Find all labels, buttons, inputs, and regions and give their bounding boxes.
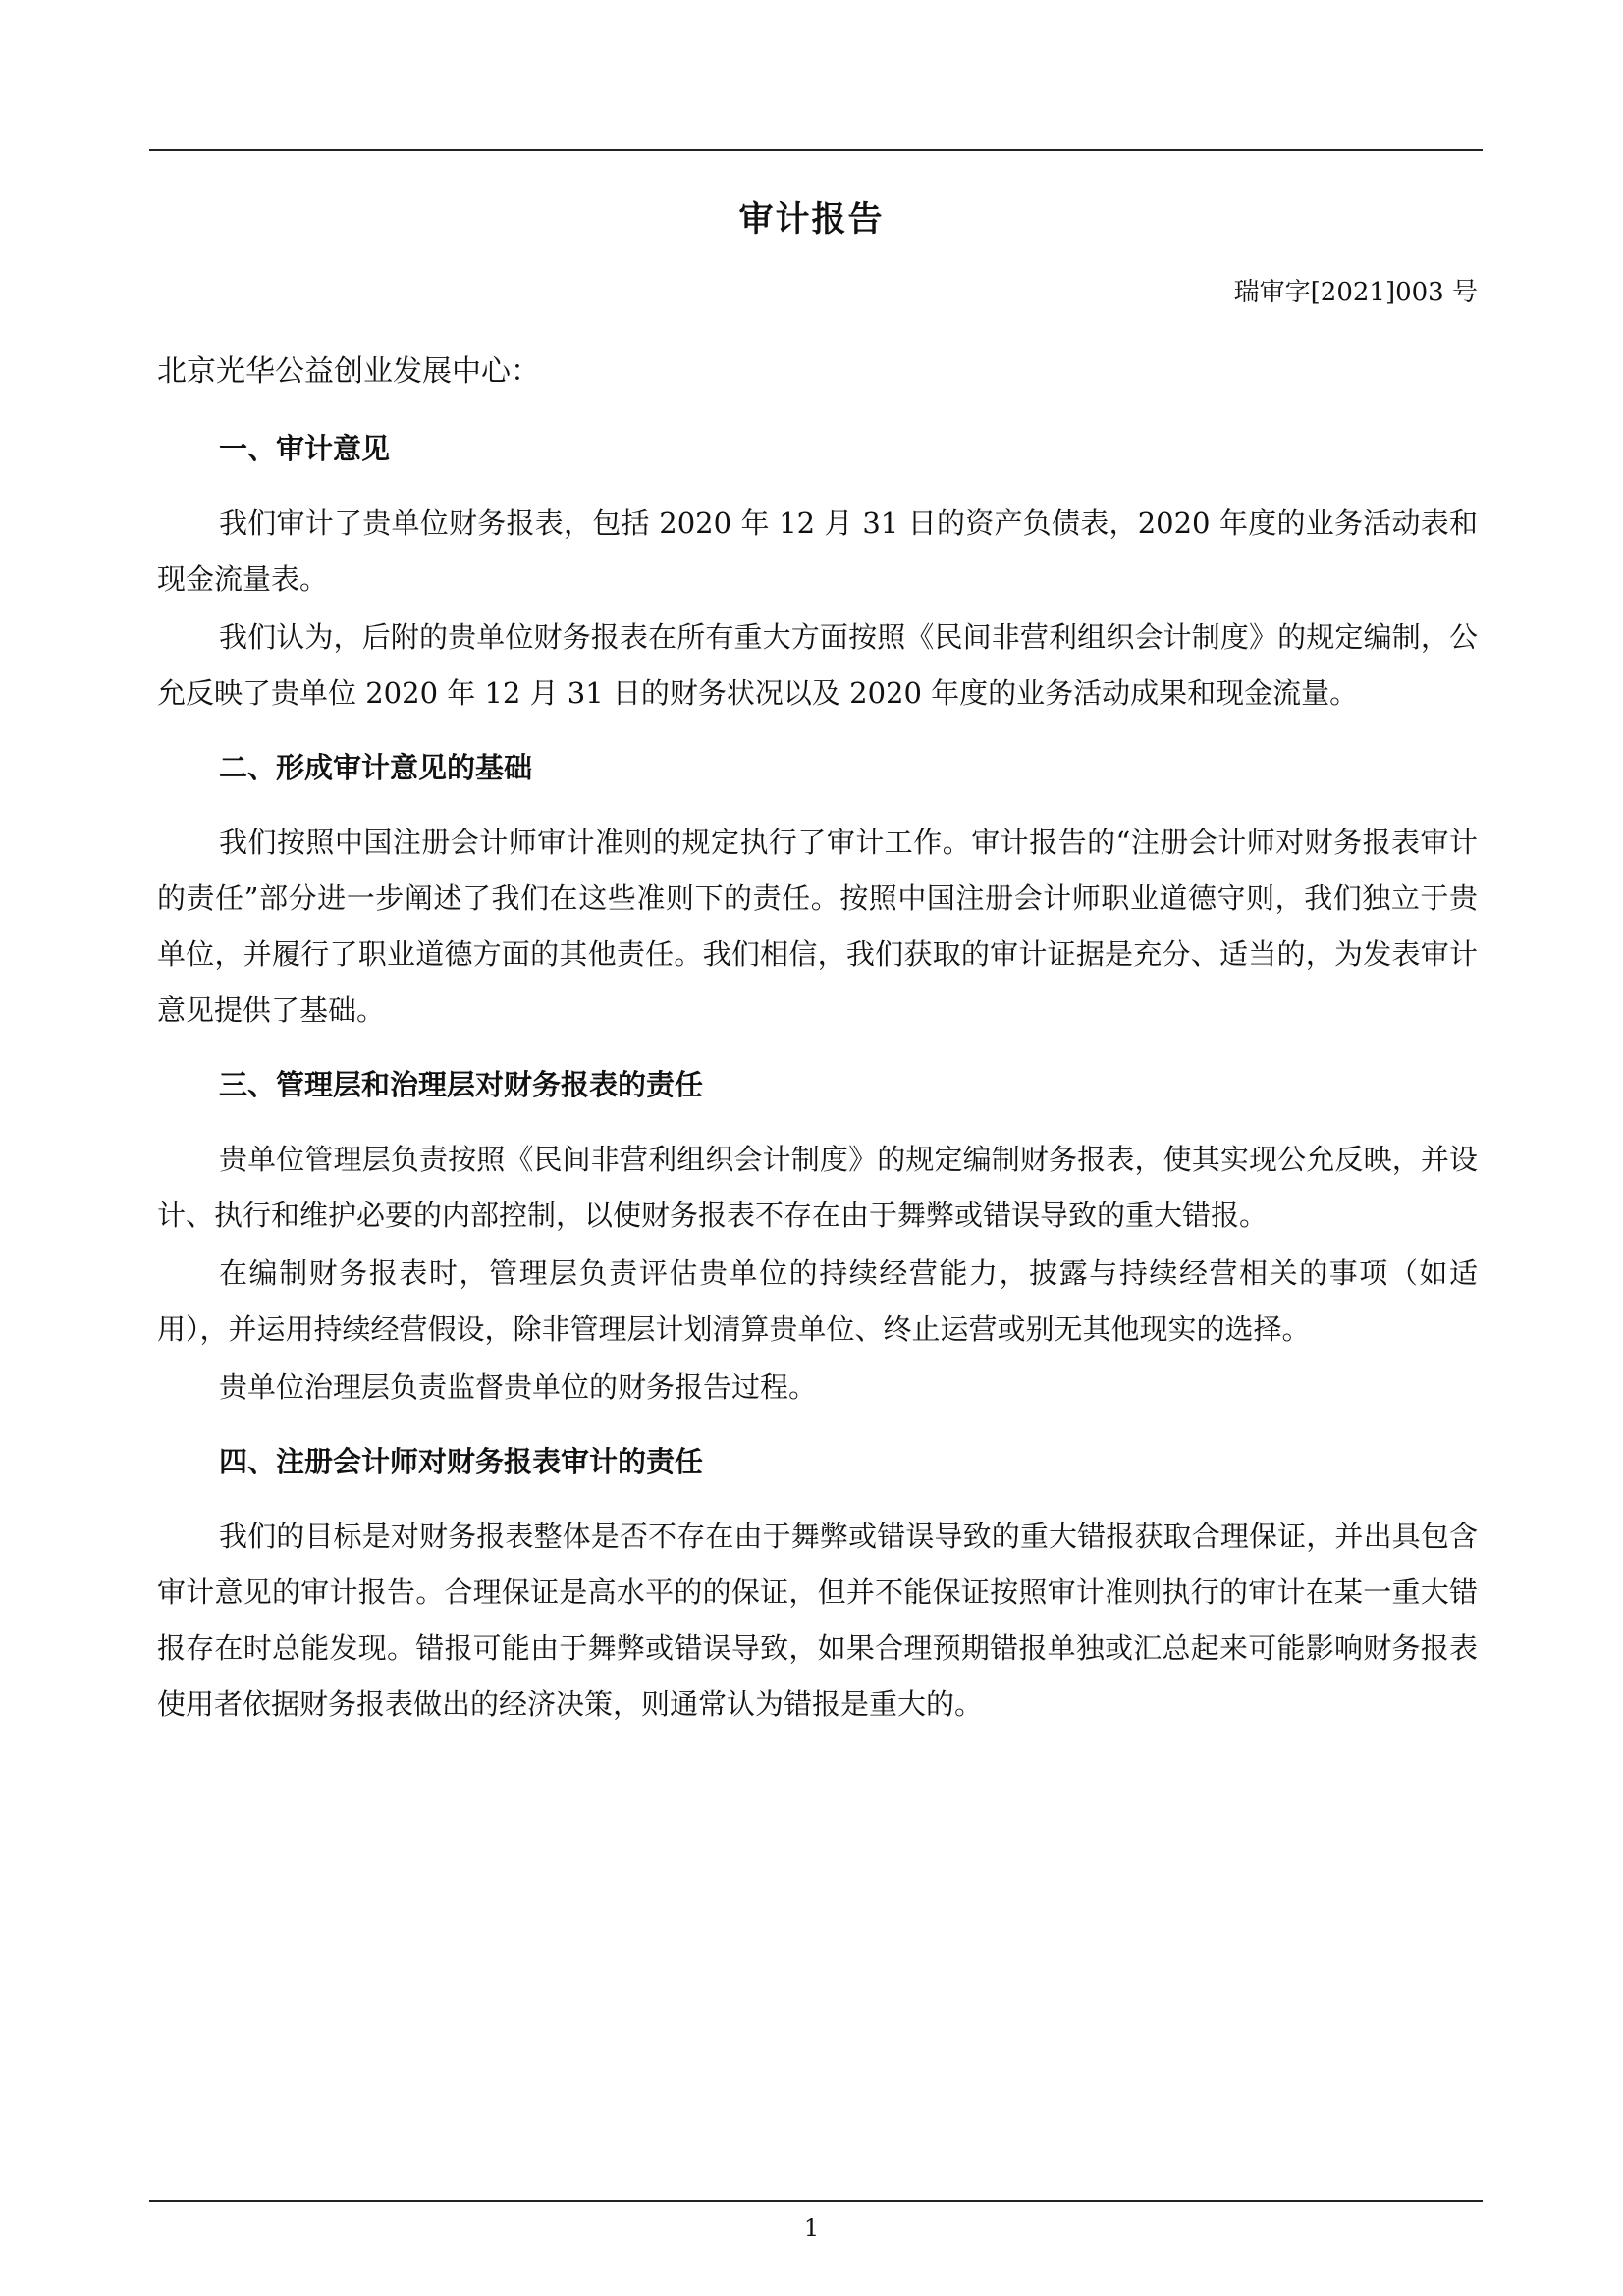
page-number: 1 xyxy=(803,2215,820,2242)
paragraph: 我们按照中国注册会计师审计准则的规定执行了审计工作。审计报告的“注册会计师对财务报表审计的责任”部分进一步阐述了我们在这些准则下的责任。按照中国注册会计师职业道德守则，我们独立于贵单位，并履行了职业道德方面的其他责任。我们相信，我们获取的审计证据是充分、适当的，为发表审计意见提供了基础。 xyxy=(157,826,1478,1027)
document-number: 瑞审字[2021]003 号 xyxy=(1233,278,1478,307)
paragraph: 我们认为，后附的贵单位财务报表在所有重大方面按照《民间非营利组织会计制度》的规定编制，公允反映了贵单位 2020 年 12 月 31 日的财务状况以及 2020 年度的业务活动成果和现金流量。 xyxy=(157,620,1478,710)
paragraph: 在编制财务报表时，管理层负责评估贵单位的持续经营能力，披露与持续经营相关的事项（如适用），并运用持续经营假设，除非管理层计划清算贵单位、终止运营或别无其他现实的选择。 xyxy=(157,1256,1478,1346)
paragraph: 我们审计了贵单位财务报表，包括 2020 年 12 月 31 日的资产负债表，2020 年度的业务活动表和现金流量表。 xyxy=(157,507,1478,596)
report-body xyxy=(157,422,1478,1735)
section-heading-auditor-responsibility: 四、注册会计师对财务报表审计的责任 xyxy=(219,1445,704,1478)
paragraph: 贵单位管理层负责按照《民间非营利组织会计制度》的规定编制财务报表，使其实现公允反映，并设计、执行和维护必要的内部控制，以使财务报表不存在由于舞弊或错误导致的重大错报。 xyxy=(157,1143,1478,1232)
report-title: 审计报告 xyxy=(738,200,885,240)
paragraph: 我们的目标是对财务报表整体是否不存在由于舞弊或错误导致的重大错报获取合理保证，并出具包含审计意见的审计报告。合理保证是高水平的的保证，但并不能保证按照审计准则执行的审计在某一重大错报存在时总能发现。错报可能由于舞弊或错误导致，如果合理预期错报单独或汇总起来可能影响财务报表使用者依据财务报表做出的经济决策，则通常认为错报是重大的。 xyxy=(157,1520,1478,1721)
paragraph: 贵单位治理层负责监督贵单位的财务报告过程。 xyxy=(219,1370,818,1404)
footer-rule xyxy=(149,2200,1483,2202)
addressee: 北京光华公益创业发展中心： xyxy=(157,354,540,389)
header-rule xyxy=(149,149,1483,151)
section-heading-management-responsibility: 三、管理层和治理层对财务报表的责任 xyxy=(219,1068,704,1101)
section-heading-basis-for-opinion: 二、形成审计意见的基础 xyxy=(219,751,533,784)
section-heading-audit-opinion: 一、审计意见 xyxy=(219,432,391,465)
